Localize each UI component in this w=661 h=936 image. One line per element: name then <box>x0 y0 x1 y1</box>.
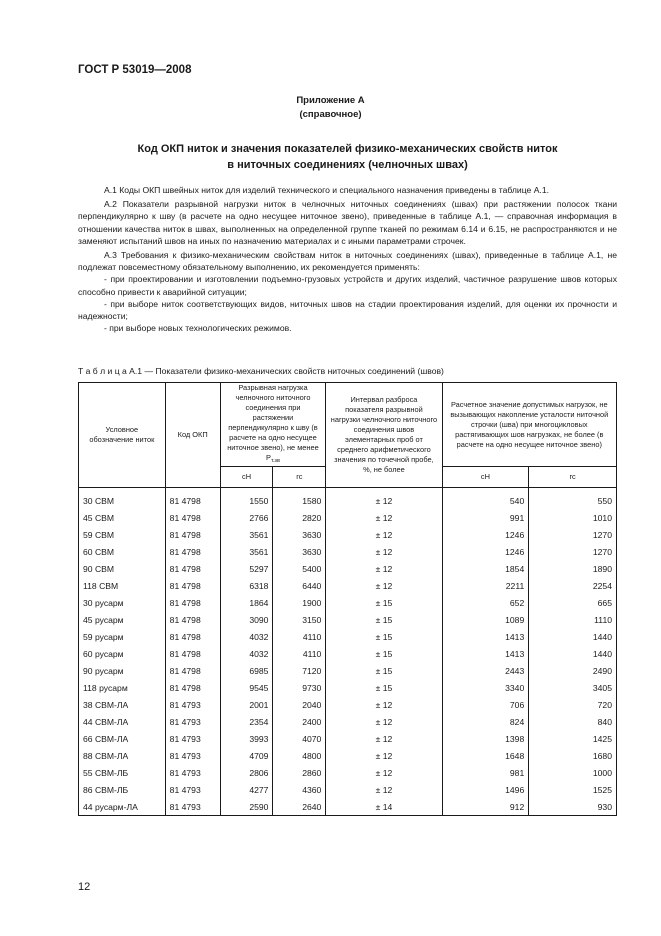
breaking-load-cn-cell: 4277 <box>220 781 273 798</box>
breaking-load-cn-cell: 3993 <box>220 730 273 747</box>
allowed-load-gs-cell: 3405 <box>529 679 617 696</box>
thread-designation-cell: 38 СВМ-ЛА <box>79 696 166 713</box>
allowed-load-cn-cell: 1413 <box>442 645 529 662</box>
breaking-load-gs-cell: 9730 <box>273 679 326 696</box>
thread-designation-cell: 60 СВМ <box>79 543 166 560</box>
allowed-load-gs-cell: 2254 <box>529 577 617 594</box>
table-caption: Т а б л и ц а А.1 — Показатели физико-механических свойств ниточных соединений (швов) <box>78 366 444 376</box>
allowed-load-cn-cell: 1246 <box>442 543 529 560</box>
bullet-item: - при выборе новых технологических режимов. <box>104 323 292 334</box>
thread-designation-cell: 59 русарм <box>79 628 166 645</box>
okp-code-cell: 81 4793 <box>165 798 220 816</box>
breaking-load-cn-cell: 4709 <box>220 747 273 764</box>
table-row <box>79 662 617 679</box>
table-row <box>79 781 617 798</box>
table-row <box>79 509 617 526</box>
table-row <box>79 543 617 560</box>
annex-heading-line-1: Код ОКП ниток и значения показателей физико-механических свойств ниток <box>137 143 558 155</box>
thread-designation-cell: 45 СВМ <box>79 509 166 526</box>
allowed-load-cn-cell: 1496 <box>442 781 529 798</box>
okp-code-cell: 81 4798 <box>165 509 220 526</box>
header-breaking-load-text: Разрывная нагрузка челночного ниточного соединения при растяжении перпендикулярно к шву (в расчете на одно несущее ниточное звено), не менее <box>227 383 319 452</box>
scatter-interval-cell: ± 15 <box>326 679 442 696</box>
allowed-load-cn-cell: 1246 <box>442 526 529 543</box>
table-row <box>79 679 617 696</box>
breaking-load-cn-cell: 2354 <box>220 713 273 730</box>
allowed-load-cn-cell: 1413 <box>442 628 529 645</box>
header-unit-gs-allowed: гс <box>529 467 617 488</box>
allowed-load-cn-cell: 1398 <box>442 730 529 747</box>
allowed-load-gs-cell: 1440 <box>529 645 617 662</box>
breaking-load-gs-cell: 2040 <box>273 696 326 713</box>
allowed-load-cn-cell: 991 <box>442 509 529 526</box>
header-breaking-load <box>220 383 326 467</box>
allowed-load-gs-cell: 1270 <box>529 543 617 560</box>
scatter-interval-cell: ± 12 <box>326 560 442 577</box>
okp-code-cell: 81 4798 <box>165 611 220 628</box>
okp-code-cell: 81 4798 <box>165 628 220 645</box>
okp-code-cell: 81 4793 <box>165 764 220 781</box>
allowed-load-gs-cell: 2490 <box>529 662 617 679</box>
breaking-load-cn-cell: 2806 <box>220 764 273 781</box>
allowed-load-gs-cell: 840 <box>529 713 617 730</box>
scatter-interval-cell: ± 15 <box>326 662 442 679</box>
thread-designation-cell: 90 СВМ <box>79 560 166 577</box>
breaking-load-cn-cell: 3561 <box>220 543 273 560</box>
breaking-load-cn-cell: 4032 <box>220 628 273 645</box>
paragraph-a3: А.3 Требования к физико-механическим свойствам ниток в ниточных соединениях (швах), приведенные в таблице А.1, не подлежат повсеместному обязательному выполнению, их рекомендуется применять: <box>78 250 617 273</box>
breaking-load-gs-cell: 3150 <box>273 611 326 628</box>
header-unit-cn-allowed: сН <box>442 467 529 488</box>
breaking-load-gs-cell: 3630 <box>273 526 326 543</box>
table-row <box>79 628 617 645</box>
breaking-load-cn-cell: 4032 <box>220 645 273 662</box>
allowed-load-cn-cell: 652 <box>442 594 529 611</box>
breaking-load-cn-cell: 2766 <box>220 509 273 526</box>
okp-code-cell: 81 4793 <box>165 747 220 764</box>
breaking-load-cn-cell: 3090 <box>220 611 273 628</box>
allowed-load-gs-cell: 1000 <box>529 764 617 781</box>
thread-designation-cell: 118 русарм <box>79 679 166 696</box>
table-row <box>79 526 617 543</box>
paragraph-a1: А.1 Коды ОКП швейных ниток для изделий технического и специального назначения приведены в таблице А.1. <box>104 185 549 195</box>
scatter-interval-cell: ± 15 <box>326 594 442 611</box>
allowed-load-gs-cell: 550 <box>529 492 617 509</box>
breaking-load-gs-cell: 4360 <box>273 781 326 798</box>
table-row <box>79 611 617 628</box>
breaking-load-gs-cell: 4070 <box>273 730 326 747</box>
annex-title: Приложение А <box>296 95 365 106</box>
thread-designation-cell: 44 СВМ-ЛА <box>79 713 166 730</box>
breaking-load-gs-cell: 2400 <box>273 713 326 730</box>
thread-designation-cell: 30 русарм <box>79 594 166 611</box>
allowed-load-gs-cell: 1890 <box>529 560 617 577</box>
table-row <box>79 730 617 747</box>
breaking-load-cn-cell: 1550 <box>220 492 273 509</box>
annex-subtitle: (справочное) <box>299 109 362 120</box>
paragraph-a2: А.2 Показатели разрывной нагрузки ниток в челночных ниточных соединениях (швах) при растяжении полосок ткани перпендикулярно к шву (в расчете на одно несущее ниточное звено), приведенные в таблице А.1, — справочная информация в отношении качества ниток в швах, выполненных на определенной группе тканей по режимам 6.14 и 6.15, не распространяются и не заменяют испытаний швов на иных по назначению материалах и с иными параметрами строчек. <box>78 199 617 246</box>
breaking-load-gs-cell: 1900 <box>273 594 326 611</box>
properties-table <box>78 382 617 816</box>
breaking-load-gs-cell: 6440 <box>273 577 326 594</box>
allowed-load-gs-cell: 1425 <box>529 730 617 747</box>
table-body <box>79 492 617 816</box>
table-row <box>79 713 617 730</box>
scatter-interval-cell: ± 12 <box>326 764 442 781</box>
okp-code-cell: 81 4798 <box>165 679 220 696</box>
okp-code-cell: 81 4798 <box>165 645 220 662</box>
table-row <box>79 747 617 764</box>
okp-code-cell: 81 4793 <box>165 713 220 730</box>
thread-designation-cell: 86 СВМ-ЛБ <box>79 781 166 798</box>
allowed-load-cn-cell: 912 <box>442 798 529 816</box>
scatter-interval-cell: ± 12 <box>326 696 442 713</box>
scatter-interval-cell: ± 15 <box>326 628 442 645</box>
breaking-load-gs-cell: 2860 <box>273 764 326 781</box>
thread-designation-cell: 88 СВМ-ЛА <box>79 747 166 764</box>
bullet-item: - при проектировании и изготовлении подъемно-грузовых устройств и других изделий, частичное разрушение швов которых способно привести к аварийной ситуации; <box>78 274 617 297</box>
breaking-load-cn-cell: 5297 <box>220 560 273 577</box>
header-unit-gs: гс <box>273 467 326 488</box>
allowed-load-gs-cell: 1525 <box>529 781 617 798</box>
scatter-interval-cell: ± 12 <box>326 730 442 747</box>
breaking-load-cn-cell: 2001 <box>220 696 273 713</box>
header-unit-cn: сН <box>220 467 273 488</box>
allowed-load-cn-cell: 824 <box>442 713 529 730</box>
allowed-load-cn-cell: 2211 <box>442 577 529 594</box>
thread-designation-cell: 59 СВМ <box>79 526 166 543</box>
allowed-load-gs-cell: 665 <box>529 594 617 611</box>
table-row <box>79 696 617 713</box>
table-row <box>79 645 617 662</box>
breaking-load-gs-cell: 3630 <box>273 543 326 560</box>
breaking-load-cn-cell: 2590 <box>220 798 273 816</box>
thread-designation-cell: 90 русарм <box>79 662 166 679</box>
scatter-interval-cell: ± 12 <box>326 747 442 764</box>
scatter-interval-cell: ± 12 <box>326 543 442 560</box>
breaking-load-gs-cell: 4110 <box>273 645 326 662</box>
allowed-load-cn-cell: 1089 <box>442 611 529 628</box>
scatter-interval-cell: ± 15 <box>326 611 442 628</box>
scatter-interval-cell: ± 12 <box>326 509 442 526</box>
scatter-interval-cell: ± 12 <box>326 781 442 798</box>
thread-designation-cell: 55 СВМ-ЛБ <box>79 764 166 781</box>
okp-code-cell: 81 4798 <box>165 594 220 611</box>
scatter-interval-cell: ± 12 <box>326 526 442 543</box>
header-okp-code: Код ОКП <box>165 383 220 488</box>
bullet-item: - при выборе ниток соответствующих видов, ниточных швов на стадии проектирования изделий, для оценки их прочности и надежности; <box>78 298 617 322</box>
table-row <box>79 764 617 781</box>
allowed-load-cn-cell: 540 <box>442 492 529 509</box>
annex-heading <box>78 141 617 173</box>
allowed-load-cn-cell: 706 <box>442 696 529 713</box>
allowed-load-cn-cell: 1854 <box>442 560 529 577</box>
allowed-load-gs-cell: 720 <box>529 696 617 713</box>
breaking-load-gs-cell: 2640 <box>273 798 326 816</box>
annex-heading-line-2: в ниточных соединениях (челночных швах) <box>227 159 468 171</box>
breaking-load-gs-cell: 7120 <box>273 662 326 679</box>
thread-designation-cell: 30 СВМ <box>79 492 166 509</box>
table-row <box>79 577 617 594</box>
breaking-load-gs-cell: 4110 <box>273 628 326 645</box>
allowed-load-cn-cell: 3340 <box>442 679 529 696</box>
header-breaking-load-symbol: $P_{т.зв}$ <box>266 453 280 464</box>
allowed-load-cn-cell: 981 <box>442 764 529 781</box>
scatter-interval-cell: ± 12 <box>326 492 442 509</box>
body-text <box>78 184 617 334</box>
okp-code-cell: 81 4798 <box>165 492 220 509</box>
allowed-load-gs-cell: 1680 <box>529 747 617 764</box>
breaking-load-cn-cell: 3561 <box>220 526 273 543</box>
scatter-interval-cell: ± 12 <box>326 577 442 594</box>
header-scatter-interval: Интервал разброса показателя разрывной нагрузки челночного ниточного соединения швов элементарных проб от среднего арифметического значения по точечной пробе, %, не более <box>326 383 442 488</box>
okp-code-cell: 81 4798 <box>165 662 220 679</box>
breaking-load-cn-cell: 9545 <box>220 679 273 696</box>
thread-designation-cell: 66 СВМ-ЛА <box>79 730 166 747</box>
table-row <box>79 560 617 577</box>
scatter-interval-cell: ± 12 <box>326 713 442 730</box>
okp-code-cell: 81 4793 <box>165 730 220 747</box>
header-thread-designation: Условное обозначение ниток <box>79 383 166 488</box>
table-row <box>79 798 617 816</box>
okp-code-cell: 81 4793 <box>165 781 220 798</box>
scatter-interval-cell: ± 15 <box>326 645 442 662</box>
scatter-interval-cell: ± 14 <box>326 798 442 816</box>
okp-code-cell: 81 4798 <box>165 526 220 543</box>
breaking-load-cn-cell: 6318 <box>220 577 273 594</box>
allowed-load-cn-cell: 2443 <box>442 662 529 679</box>
allowed-load-gs-cell: 930 <box>529 798 617 816</box>
breaking-load-gs-cell: 2820 <box>273 509 326 526</box>
allowed-load-gs-cell: 1270 <box>529 526 617 543</box>
breaking-load-gs-cell: 5400 <box>273 560 326 577</box>
okp-code-cell: 81 4798 <box>165 543 220 560</box>
breaking-load-gs-cell: 4800 <box>273 747 326 764</box>
breaking-load-gs-cell: 1580 <box>273 492 326 509</box>
thread-designation-cell: 60 русарм <box>79 645 166 662</box>
allowed-load-gs-cell: 1010 <box>529 509 617 526</box>
allowed-load-gs-cell: 1440 <box>529 628 617 645</box>
okp-code-cell: 81 4798 <box>165 577 220 594</box>
thread-designation-cell: 44 русарм-ЛА <box>79 798 166 816</box>
breaking-load-cn-cell: 6985 <box>220 662 273 679</box>
thread-designation-cell: 45 русарм <box>79 611 166 628</box>
page-number: 12 <box>78 881 91 893</box>
okp-code-cell: 81 4793 <box>165 696 220 713</box>
table-row <box>79 594 617 611</box>
okp-code-cell: 81 4798 <box>165 560 220 577</box>
table-row <box>79 492 617 509</box>
allowed-load-gs-cell: 1110 <box>529 611 617 628</box>
header-allowed-load: Расчетное значение допустимых нагрузок, не вызывающих накопление усталости ниточной строчки (шва) при многоцикловых растягивающих шов нагрузках, не более (в расчете на одно несущее ниточное звено) <box>442 383 616 467</box>
breaking-load-cn-cell: 1864 <box>220 594 273 611</box>
breaking-load-subscript: т.зв <box>270 458 280 464</box>
allowed-load-cn-cell: 1648 <box>442 747 529 764</box>
thread-designation-cell: 118 СВМ <box>79 577 166 594</box>
document-code: ГОСТ Р 53019—2008 <box>78 64 192 76</box>
